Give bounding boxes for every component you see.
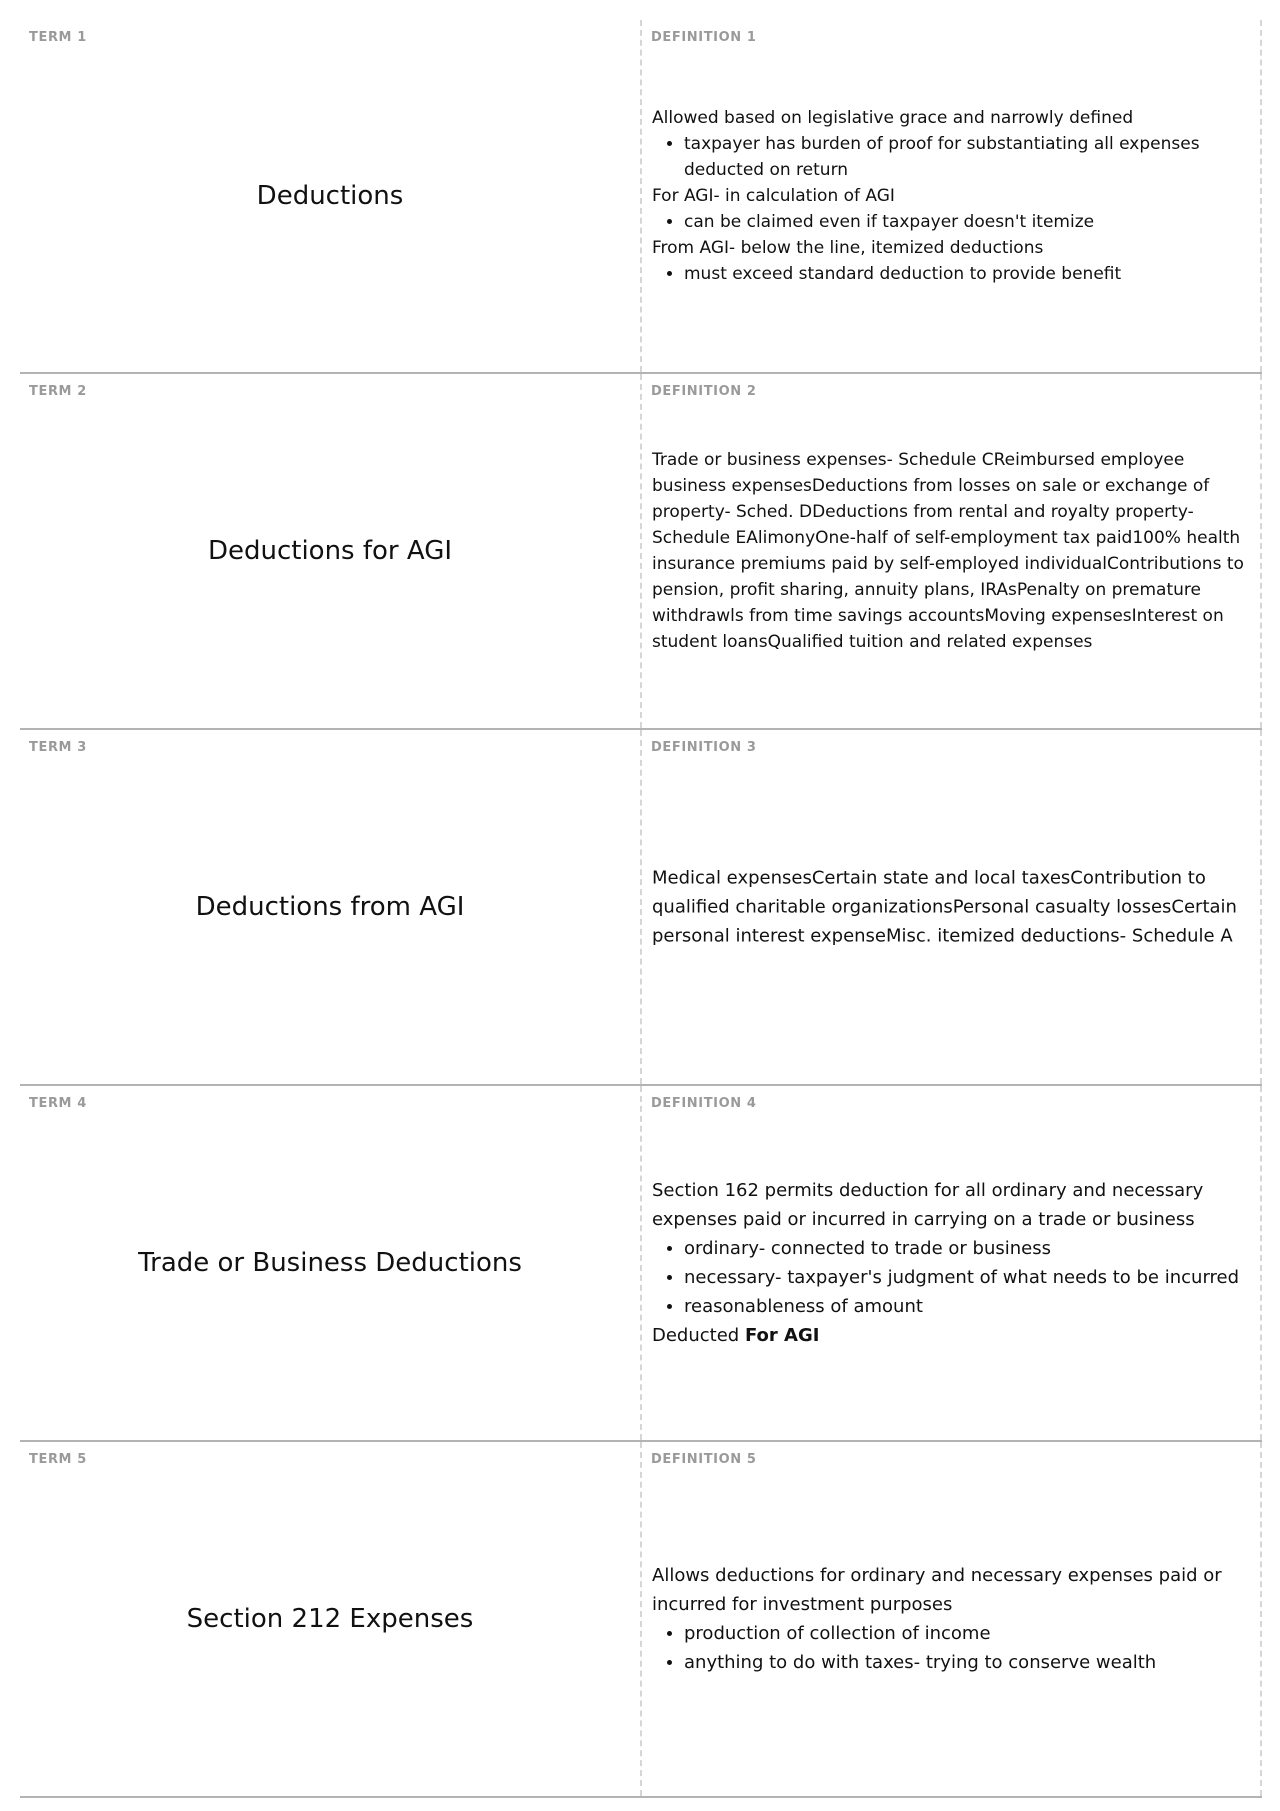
definition-bullet: • can be claimed even if taxpayer doesn't itemize [684,209,1250,235]
term-label: TERM 1 [29,30,87,45]
definition-bullet: • anything to do with taxes- trying to conserve wealth [684,1648,1250,1677]
definition-paragraph: For AGI- in calculation of AGI [652,186,895,206]
definition-cell [642,730,1262,1084]
definition-paragraph: From AGI- below the line, itemized deductions [652,238,1044,258]
definition-bullet: • ordinary- connected to trade or business [684,1234,1250,1263]
definition-bullet: • must exceed standard deduction to provide benefit [684,261,1250,287]
flashcard-sheet [20,20,1262,1798]
definition-list [652,1619,1250,1677]
flashcard-row-3 [20,730,1262,1086]
definition-paragraph: Section 162 permits deduction for all ordinary and necessary expenses paid or incurred in carrying on a trade or business [652,1180,1204,1230]
definition-bullet: • reasonableness of amount [684,1292,1250,1321]
definition-list [652,131,1250,183]
definition-label: DEFINITION 2 [651,384,757,399]
term-label: TERM 2 [29,384,87,399]
definition-list [652,261,1250,287]
definition-label: DEFINITION 4 [651,1096,757,1111]
term-text: Trade or Business Deductions [138,1248,522,1278]
definition-paragraph: Allowed based on legislative grace and narrowly defined [652,108,1134,128]
definition-bullet: • taxpayer has burden of proof for substantiating all expenses deducted on return [684,131,1250,183]
definition-list [652,209,1250,235]
definition-label: DEFINITION 3 [651,740,757,755]
definition-paragraph: Medical expensesCertain state and local taxesContribution to qualified charitable organizationsPersonal casualty lossesCertain personal interest expenseMisc. itemized deductions- Schedule A [652,867,1237,947]
definition-body [652,447,1250,655]
flashcard-row-5 [20,1442,1262,1798]
term-cell [20,730,642,1084]
definition-bullet: • production of collection of income [684,1619,1250,1648]
flashcard-row-4 [20,1086,1262,1442]
definition-paragraph [652,1321,1250,1350]
definition-cell [642,1442,1262,1796]
definition-emphasis: For AGI [744,1325,820,1346]
term-text: Deductions from AGI [195,892,465,922]
term-label: TERM 3 [29,740,87,755]
term-text: Deductions [256,181,404,211]
flashcard-row-1 [20,20,1262,374]
definition-paragraph: Trade or business expenses- Schedule CReimbursed employee business expensesDeductions from losses on sale or exchange of property- Sched. DDeductions from rental and royalty property- Schedule EAlimonyOne-half of self-employment tax paid100% health insurance premiums paid by self-employed individualContributions to pension, profit sharing, annuity plans, IRAsPenalty on premature withdrawls from time savings accountsMoving expensesInterest on student loansQualified tuition and related expenses [652,450,1244,652]
definition-label: DEFINITION 1 [651,30,757,45]
definition-cell [642,374,1262,728]
term-cell [20,1086,642,1440]
flashcard-row-2 [20,374,1262,730]
definition-text: Deducted [652,1325,745,1346]
definition-list [652,1234,1250,1321]
term-cell [20,374,642,728]
term-cell [20,20,642,372]
term-label: TERM 4 [29,1096,87,1111]
term-text: Section 212 Expenses [186,1604,474,1634]
definition-paragraph: Allows deductions for ordinary and necessary expenses paid or incurred for investment purposes [652,1565,1222,1615]
definition-body [652,1176,1250,1350]
term-label: TERM 5 [29,1452,87,1467]
definition-body [652,864,1250,951]
term-cell [20,1442,642,1796]
definition-label: DEFINITION 5 [651,1452,757,1467]
term-text: Deductions for AGI [207,536,453,566]
definition-body [652,105,1250,287]
definition-cell [642,1086,1262,1440]
definition-bullet: • necessary- taxpayer's judgment of what needs to be incurred [684,1263,1250,1292]
definition-body [652,1561,1250,1677]
definition-cell [642,20,1262,372]
